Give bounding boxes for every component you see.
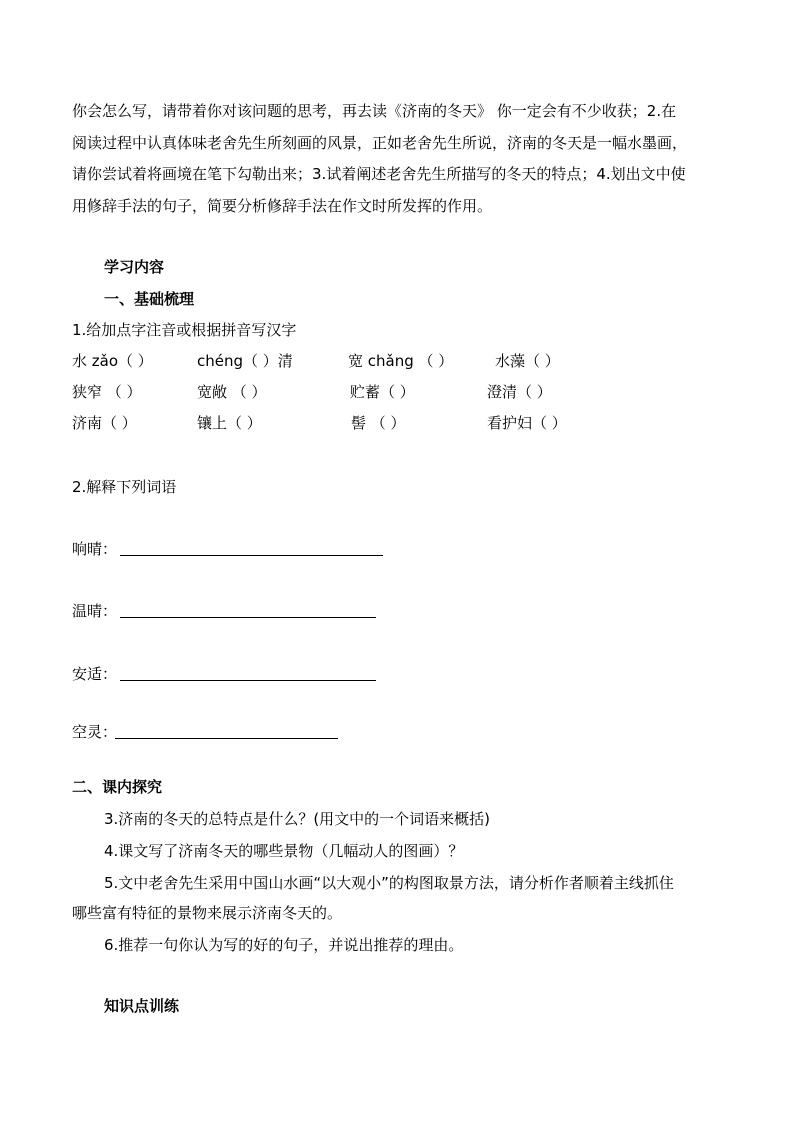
training-heading: 知识点训练 [104, 997, 180, 1015]
term-label: 安适： [72, 665, 118, 683]
q1-item: 狭窄 （ ） [72, 383, 142, 401]
q1-item: 髻 （ ） [351, 414, 406, 432]
q1-item: 澄清（ ） [487, 383, 552, 401]
answer-line[interactable] [120, 680, 376, 681]
answer-line[interactable] [120, 617, 376, 618]
section2-title: 二、课内探究 [72, 778, 163, 796]
intro-line-3: 请你尝试着将画境在笔下勾勒出来；3.试着阐述老舍先生所描写的冬天的特点；4.划出文中使 [72, 165, 686, 183]
question-item: 6.推荐一句你认为写的好的句子，并说出推荐的理由。 [104, 936, 464, 954]
q1-item: 看护妇（ ） [487, 414, 567, 432]
q1-item: 宽 chǎng （ ） [348, 352, 454, 370]
answer-line[interactable] [120, 555, 383, 556]
q1-item: 水 zǎo（ ） [72, 352, 153, 370]
q1-item: chéng（ ）清 [197, 352, 293, 370]
answer-line[interactable] [115, 738, 338, 739]
q1-item: 宽敞 （ ） [197, 383, 267, 401]
intro-line-2: 阅读过程中认真体味老舍先生所刻画的风景，正如老舍先生所说，济南的冬天是一幅水墨画， [72, 134, 688, 152]
q1-prompt: 1.给加点字注音或根据拼音写汉字 [72, 321, 297, 339]
question-item: 4.课文写了济南冬天的哪些景物（几幅动人的图画）？ [104, 842, 464, 860]
term-label: 响晴： [72, 540, 118, 558]
term-label: 温晴： [72, 602, 118, 620]
intro-line-1: 你会怎么写，请带着你对该问题的思考，再去读《济南的冬天》 你一定会有不少收获；2.在 [72, 102, 677, 120]
q1-item: 济南（ ） [72, 414, 137, 432]
q2-prompt: 2.解释下列词语 [72, 478, 177, 496]
intro-line-4: 用修辞手法的句子，简要分析修辞手法在作文时所发挥的作用。 [72, 197, 493, 215]
section1-title: 一、基础梳理 [104, 290, 195, 308]
question-item: 3.济南的冬天的总特点是什么？(用文中的一个词语来概括) [104, 810, 491, 828]
term-label: 空灵： [72, 723, 118, 741]
study-heading: 学习内容 [104, 258, 165, 276]
q1-item: 贮蓄（ ） [350, 383, 415, 401]
question-item: 5.文中老舍先生采用中国山水画“以大观小”的构图取景方法，请分析作者顺着主线抓住 [104, 874, 674, 892]
question-item: 哪些富有特征的景物来展示济南冬天的。 [72, 904, 343, 922]
q1-item: 水藻（ ） [495, 352, 560, 370]
q1-item: 镶上（ ） [197, 414, 262, 432]
